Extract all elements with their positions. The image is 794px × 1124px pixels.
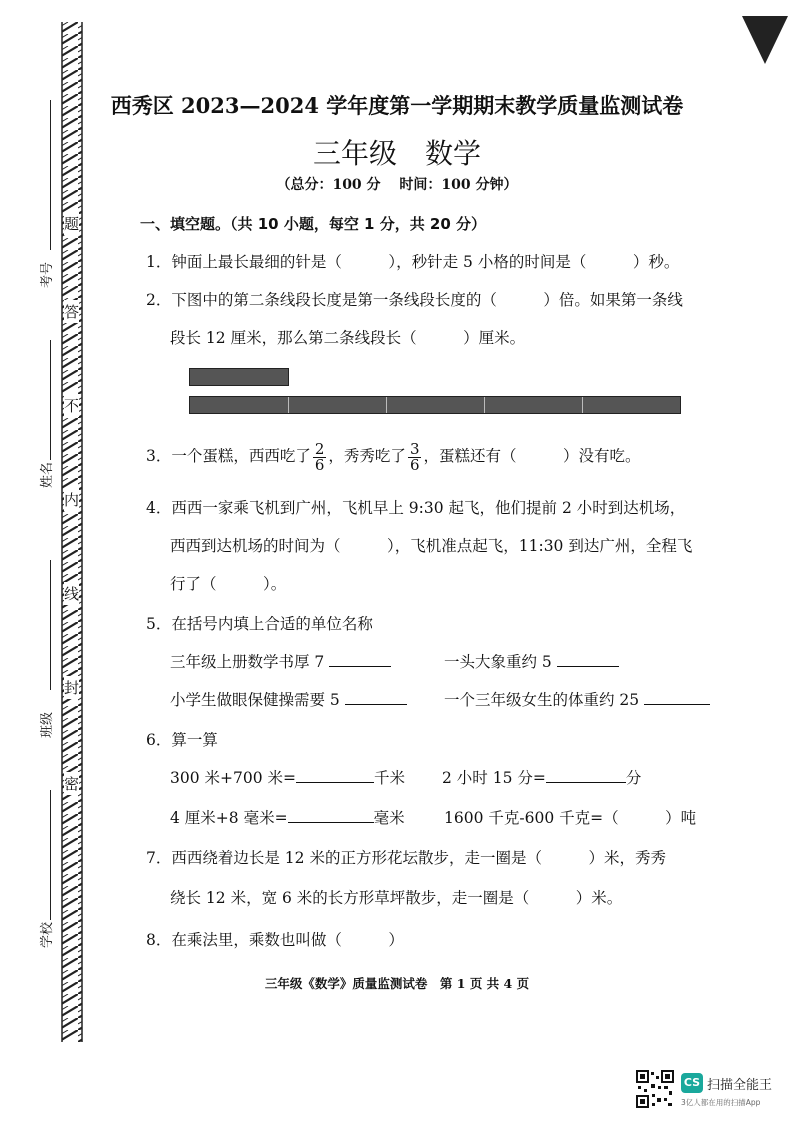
answer-blank-6a[interactable]	[296, 768, 374, 783]
field-line-xingming[interactable]	[50, 340, 51, 460]
answer-blank-6c[interactable]	[288, 808, 374, 823]
field-label-banji: 班级	[40, 711, 55, 738]
answer-blank-5a[interactable]	[329, 652, 391, 667]
question-1: 1．钟面上最长最细的针是（ ），秒针走 5 小格的时间是（ ）秒。	[146, 253, 680, 271]
question-7-line-2: 绕长 12 米，宽 6 米的长方形草坪散步，走一圈是（ ）米。	[170, 889, 623, 907]
segment-1	[189, 368, 289, 386]
field-label-xuexiao: 学校	[40, 921, 55, 948]
seal-char-bu: 不	[64, 394, 79, 417]
question-6-c: 4 厘米+8 毫米= 毫米	[170, 809, 405, 827]
segment-2	[189, 396, 681, 414]
answer-blank-5c[interactable]	[345, 690, 407, 705]
question-5-heading: 5．在括号内填上合适的单位名称	[146, 615, 373, 633]
fraction-xixi: $\frac{2}{6}$	[314, 439, 325, 474]
field-label-kaohao: 考号	[40, 261, 55, 288]
question-3-text-a: 3．一个蛋糕，西西吃了	[146, 447, 311, 465]
fraction-xiuxiu: $\frac{3}{6}$	[409, 439, 420, 474]
question-5-d: 一个三年级女生的体重约 25	[444, 690, 710, 710]
question-8: 8．在乘法里，乘数也叫做（ ）	[146, 931, 404, 949]
question-2-line-2: 段长 12 厘米，那么第二条线段长（ ）厘米。	[170, 329, 526, 347]
exam-subtitle: 三年级 数学	[312, 137, 481, 170]
seal-char-xian: 线	[64, 582, 79, 605]
seal-char-mi: 密	[64, 772, 79, 795]
page-footer: 三年级《数学》质量监测试卷 第 1 页 共 4 页	[264, 976, 530, 991]
answer-blank-5b[interactable]	[557, 652, 619, 667]
question-3	[146, 438, 641, 474]
question-5-c: 小学生做眼保健操需要 5	[170, 690, 407, 710]
question-6-d: 1600 千克-600 千克=（ ）吨	[444, 809, 697, 827]
question-6-heading: 6．算一算	[146, 731, 218, 749]
scanner-name: 扫描全能王	[707, 1078, 773, 1093]
seal-char-da: 答	[64, 300, 79, 323]
exam-meta: （总分：100 分 时间：100 分钟）	[276, 177, 518, 193]
question-6-a: 300 米+700 米= 千米	[170, 769, 406, 787]
section-heading: 一、填空题。（共 10 小题，每空 1 分，共 20 分）	[140, 215, 487, 233]
field-line-banji[interactable]	[50, 560, 51, 690]
corner-triangle-mark	[742, 16, 788, 66]
question-4-line-1: 4．西西一家乘飞机到广州，飞机早上 9:30 起飞，他们提前 2 小时到达机场，	[146, 499, 686, 517]
qr-code-icon	[636, 1070, 674, 1108]
field-label-xingming: 姓名	[40, 461, 55, 488]
answer-blank-6b[interactable]	[546, 768, 626, 783]
question-4-line-2: 西西到达机场的时间为（ ），飞机准点起飞，11:30 到达广州，全程飞	[170, 537, 693, 555]
question-3-text-c: ，蛋糕还有（ ）没有吃。	[423, 447, 641, 465]
exam-title: 西秀区 2023—2024 学年度第一学期期末教学质量监测试卷	[110, 93, 684, 118]
scanner-tagline: 3亿人都在用的扫描App	[681, 1098, 761, 1107]
question-2-line-1: 2．下图中的第二条线段长度是第一条线段长度的（ ）倍。如果第一条线	[146, 291, 683, 309]
seal-char-nei: 内	[64, 488, 79, 511]
seal-char-ti: 题	[64, 212, 79, 235]
question-3-text-b: ，秀秀吃了	[328, 447, 406, 465]
field-line-xuexiao[interactable]	[50, 790, 51, 920]
question-4-line-3: 行了（ ）。	[170, 575, 287, 593]
question-5-b: 一头大象重约 5	[444, 652, 619, 672]
answer-blank-5d[interactable]	[644, 690, 710, 705]
seal-char-feng: 封	[64, 676, 79, 699]
scanner-badge: CS	[681, 1073, 703, 1093]
question-7-line-1: 7．西西绕着边长是 12 米的正方形花坛散步，走一圈是（ ）米，秀秀	[146, 849, 666, 867]
question-6-b: 2 小时 15 分= 分	[442, 769, 642, 787]
question-5-a: 三年级上册数学书厚 7	[170, 652, 391, 672]
